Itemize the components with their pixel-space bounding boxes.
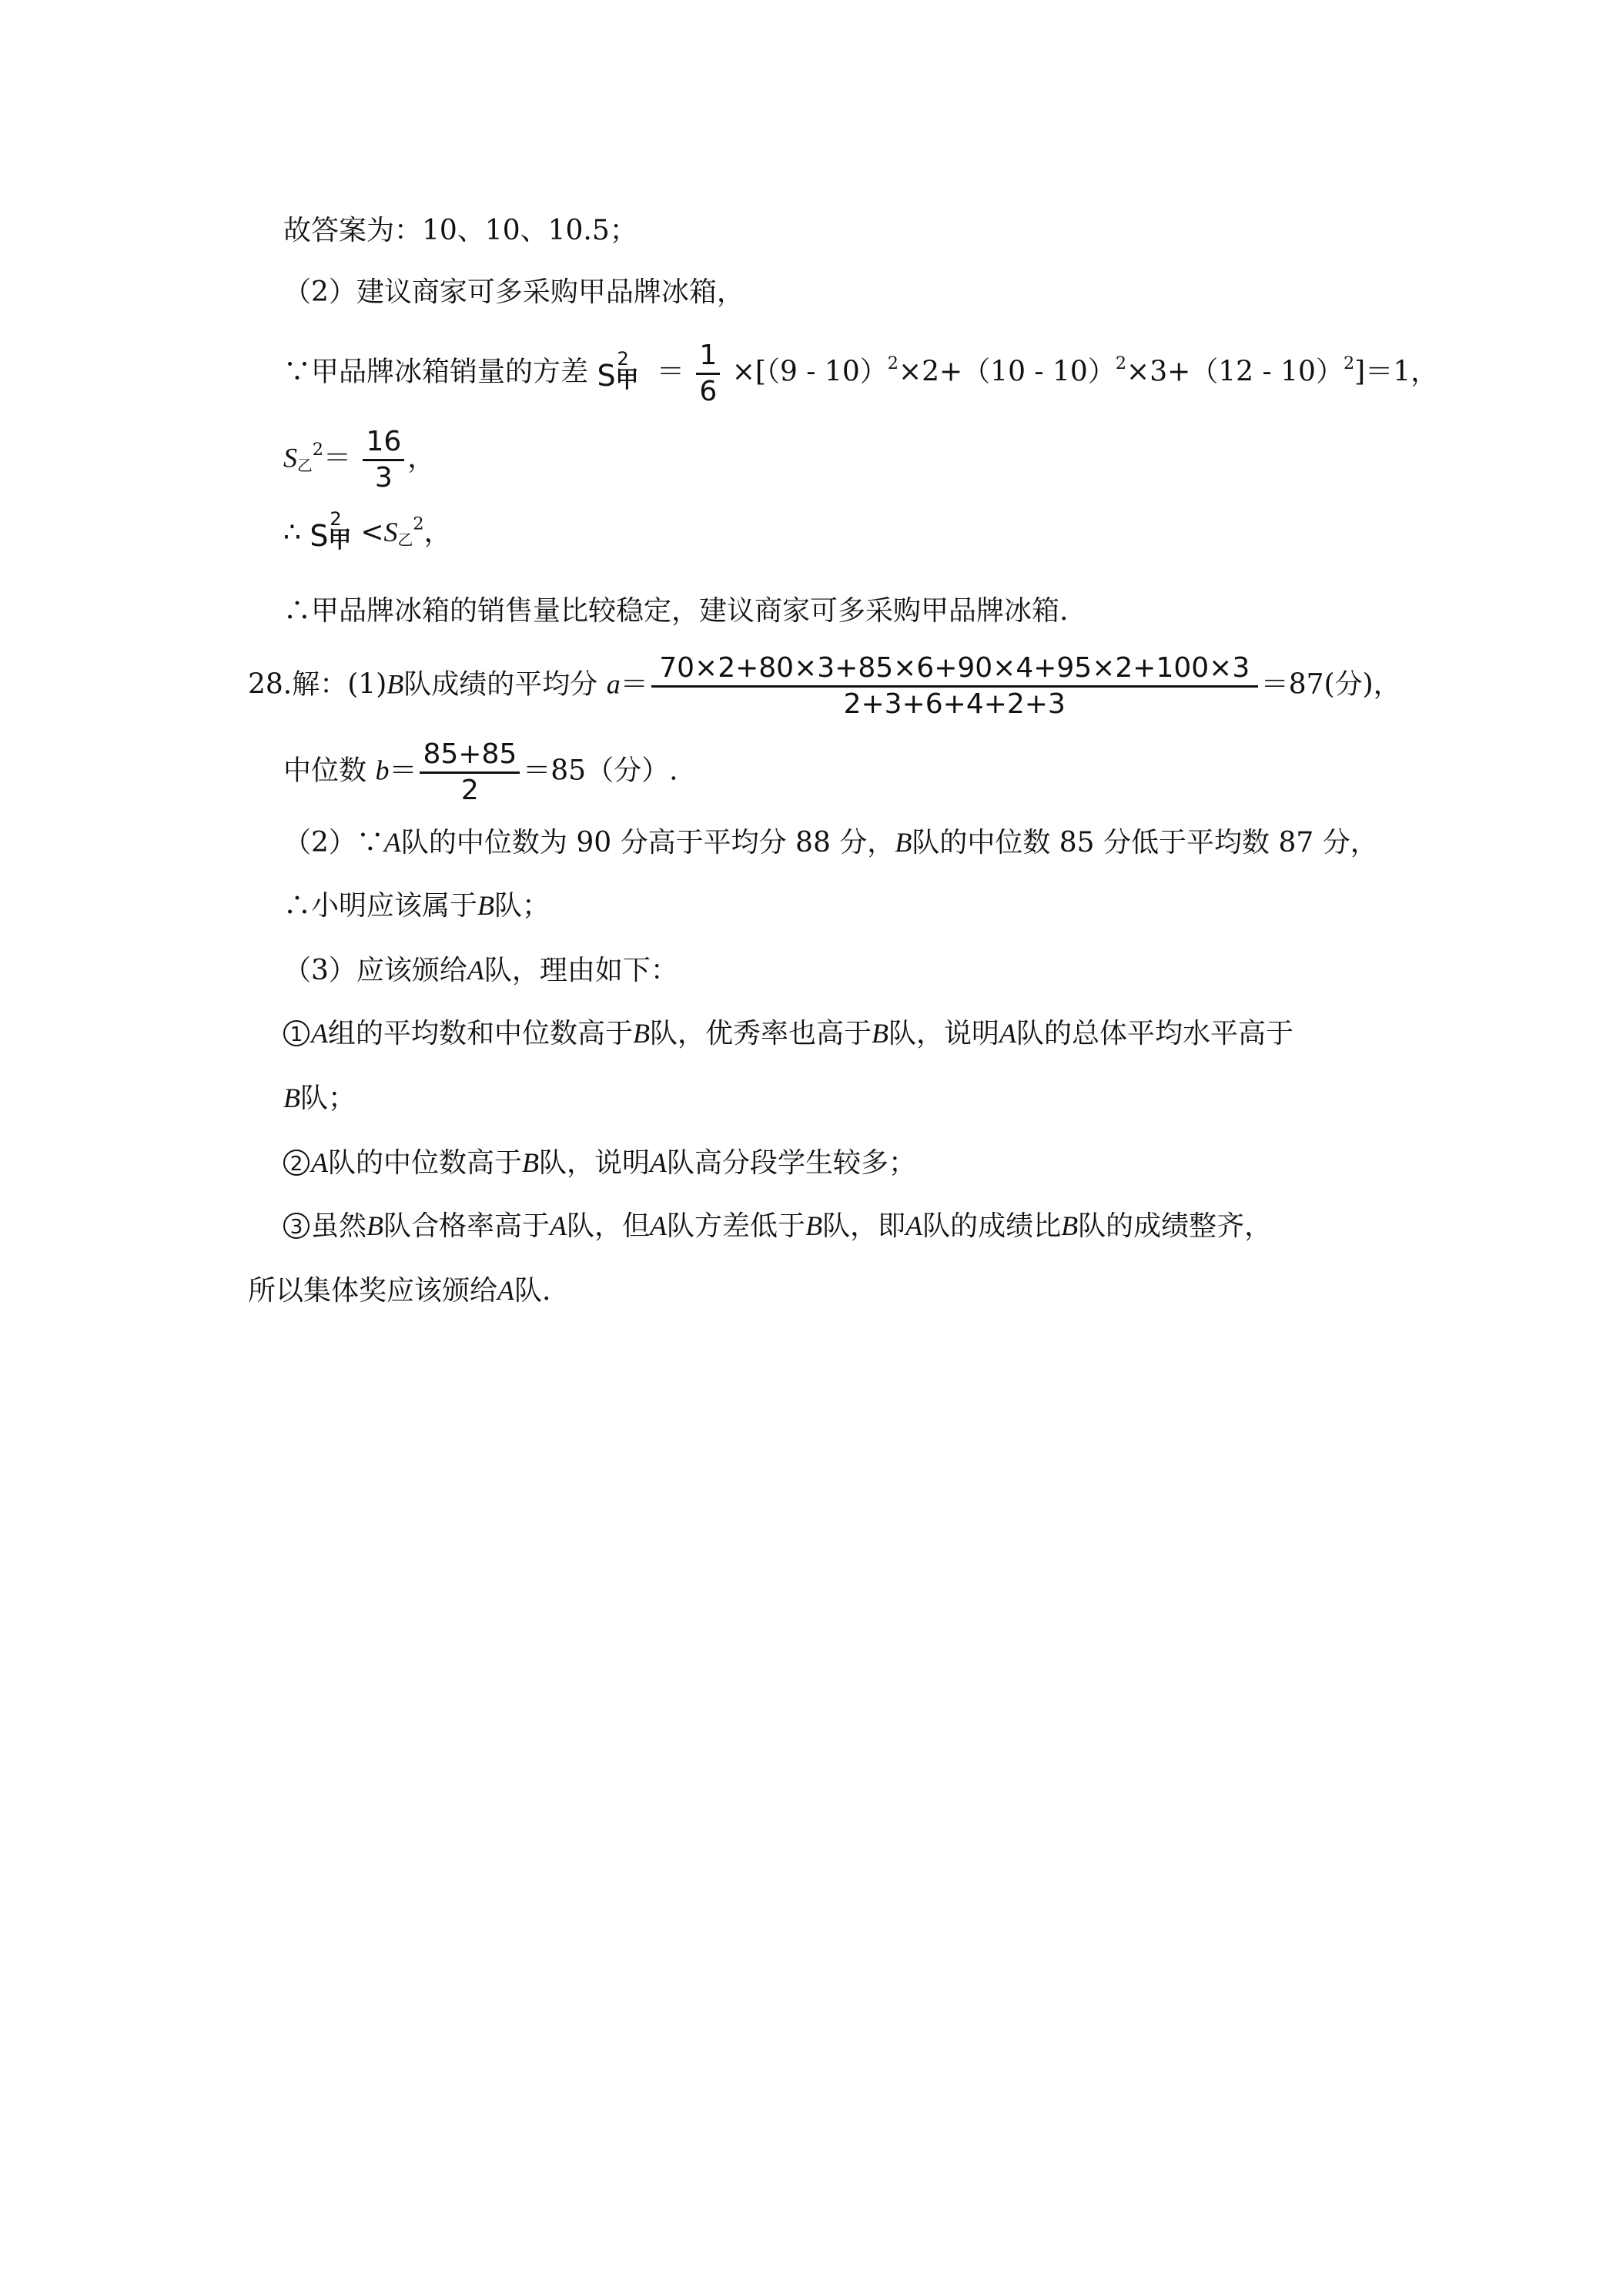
s-jia2-sup: 2 [330,508,342,530]
part2-t1: （2）∵ [283,827,384,858]
part2-text: （2）建议商家可多采购甲品牌冰箱， [283,276,745,308]
frac1-denominator: 6 [699,376,718,407]
letter-a: A [497,1275,515,1306]
r1-t3: 队，说明 [888,1018,1000,1049]
q28-mean-line [248,651,1401,721]
letter-a: A [650,1147,668,1178]
s-yi-eq: ＝ [323,442,352,474]
q28-part2-conclusion [283,887,550,925]
q28-part2-line [283,824,1378,862]
r3-t8: 所以集体奖应该颁给 [248,1275,498,1307]
r2-t1: 队的中位数高于 [328,1147,523,1179]
answer-line [283,213,637,249]
circled-one: 1 [283,1020,310,1046]
team-b-letter: B [387,668,404,700]
letter-b: B [633,1018,651,1049]
s-jia-sup: 2 [617,347,629,370]
q28-reason3-line2 [248,1272,550,1310]
answer-text: 故答案为：10、10、10.5； [283,215,637,246]
letter-b: B [522,1147,540,1178]
median-denominator: 2 [460,775,479,806]
r3-t7: 队的成绩整齐， [1078,1210,1273,1242]
letter-a: A [311,1018,328,1049]
median-result: ＝85（分）. [523,755,678,787]
q28-median-line [283,738,678,808]
frac2-denominator: 3 [374,462,393,494]
variance-yi-line [283,425,435,495]
q28-label-mid: 队成绩的平均分 [403,668,598,701]
q28-label: 28.解：(1) [248,668,387,701]
s-jia-symbol-2: S 2 甲 [310,508,352,554]
letter-a: A [550,1210,567,1241]
letter-b: B [1061,1210,1079,1241]
fraction-one-sixth [696,339,720,409]
variance-expr-d: ]＝1， [1354,356,1439,388]
letter-a: A [999,1018,1017,1049]
letter-a: A [467,955,484,986]
circled-two: 2 [283,1150,310,1176]
s-yi-sub: 乙 [297,457,313,475]
fraction-sixteen-thirds [363,425,404,495]
eq-a: ＝ [620,668,648,701]
sq-2: 2 [1115,353,1127,373]
s-yi-end: ， [407,442,436,474]
letter-a: A [905,1210,923,1241]
fraction-mean [651,651,1258,721]
part3-t2: 队，理由如下： [484,955,678,986]
mean-numerator: 70×2+80×3+85×6+90×4+95×2+100×3 [651,651,1258,688]
sq-3: 2 [1343,353,1355,373]
letter-b: B [283,1083,300,1113]
letter-b: B [872,1018,889,1049]
part3-t1: （3）应该颁给 [283,955,467,986]
r3-t2: 队合格率高于 [383,1210,550,1242]
var-a: a [606,668,621,700]
r1-t5: 队； [300,1083,356,1114]
letter-b: B [895,827,912,858]
part2-t2: 队的中位数为 90 分高于平均分 88 分， [400,827,895,858]
conclusion-line [283,593,1068,630]
q28-reason1-line1 [283,1015,1293,1053]
letter-b: B [805,1210,823,1241]
letter-b: B [366,1210,384,1241]
r3-t9: 队. [514,1275,551,1307]
median-numerator: 85+85 [420,738,520,774]
s-yi-letter: S [283,442,297,474]
q28-reason1-line2 [283,1079,356,1117]
r1-t2: 队，优秀率也高于 [650,1018,872,1049]
r2-t2: 队，说明 [539,1147,651,1179]
q28-reason3-line1 [283,1207,1272,1245]
mean-result: ＝87(分)， [1260,668,1401,701]
median-label: 中位数 [283,755,367,787]
s-jia2-sub: 甲 [328,527,352,554]
part2c-t2: 队； [494,890,550,922]
frac2-numerator: 16 [363,425,404,461]
part2-t3: 队的中位数 85 分低于平均数 87 分， [912,827,1378,858]
r3-t3: 队，但 [567,1210,651,1242]
r3-t6: 队的成绩比 [922,1210,1062,1242]
less-than-sign: < [360,517,384,548]
variance-expr-c: ×3+（12 - 10） [1126,356,1344,388]
letter-a: A [311,1147,328,1178]
q28-reason2-line [283,1144,916,1182]
frac1-numerator: 1 [696,339,720,375]
variance-prefix: ∵甲品牌冰箱销量的方差 [283,356,589,388]
var-b: b [375,755,390,786]
letter-a: A [650,1210,668,1241]
r1-t1: 组的平均数和中位数高于 [328,1018,634,1049]
circled-three: 3 [283,1213,310,1239]
s-yi2-letter: S [383,517,398,547]
part2-heading [283,274,745,311]
variance-expr-a: ×[（9 - 10） [731,356,888,388]
compare-line [283,508,452,559]
variance-jia-line [283,339,1438,409]
q28-part3-heading [283,952,678,989]
mean-denominator: 2+3+6+4+2+3 [843,688,1066,720]
r3-t1: 虽然 [311,1210,367,1242]
r2-t3: 队高分段学生较多； [667,1147,917,1179]
letter-a: A [383,827,401,858]
s-jia-symbol: S 2 甲 [597,347,639,393]
equals-sign: ＝ [656,356,684,388]
s-yi2-sup: 2 [413,514,424,534]
sq-1: 2 [887,353,899,373]
part2c-t1: ∴小明应该属于 [283,890,478,922]
therefore-sign: ∴ [283,517,301,548]
s-yi2-sub: 乙 [397,530,413,549]
s-jia-sub: 甲 [615,366,639,393]
compare-end: ， [423,517,452,548]
conclusion-text: ∴甲品牌冰箱的销售量比较稳定，建议商家可多采购甲品牌冰箱. [283,595,1069,627]
s-yi-sup: 2 [312,439,323,460]
r3-t4: 队方差低于 [667,1210,806,1242]
variance-expr-b: ×2+（10 - 10） [898,356,1116,388]
r3-t5: 队，即 [822,1210,906,1242]
eq-b: ＝ [389,755,417,787]
fraction-median [420,738,520,808]
r1-t4: 队的总体平均水平高于 [1016,1018,1294,1049]
letter-b: B [477,890,495,921]
